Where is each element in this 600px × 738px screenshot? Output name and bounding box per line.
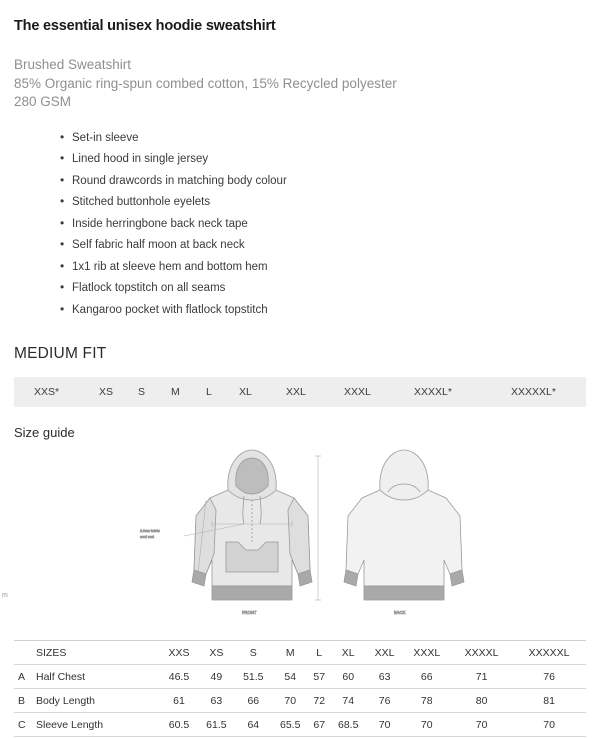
fit-heading: MEDIUM FIT xyxy=(14,345,107,362)
size-chip-xxs: XXS* xyxy=(34,386,60,398)
table-row xyxy=(14,713,586,737)
cell-value: 70 xyxy=(403,713,452,737)
cell-value: 57 xyxy=(309,665,330,689)
size-range-bar xyxy=(14,377,586,407)
measurement-table xyxy=(14,640,586,737)
cell-value: 66 xyxy=(235,689,272,713)
size-chip-xs: XS xyxy=(99,386,114,398)
column-header-xs: XS xyxy=(198,641,235,665)
feature-list xyxy=(14,128,586,322)
cell-value: 81 xyxy=(512,689,586,713)
cell-value: 60.5 xyxy=(160,713,198,737)
row-letter: A xyxy=(14,665,36,689)
cell-value: 76 xyxy=(367,689,403,713)
column-header-xxxxxl: XXXXXL xyxy=(512,641,586,665)
cell-value: 46.5 xyxy=(160,665,198,689)
list-item: • Inside herringbone back neck tape xyxy=(60,214,586,236)
cell-value: 65.5 xyxy=(272,713,309,737)
cell-value: 54 xyxy=(272,665,309,689)
list-item: • Round drawcords in matching body colour xyxy=(60,171,586,193)
svg-text:cord end: cord end xyxy=(140,535,154,539)
cell-value: 68.5 xyxy=(330,713,367,737)
row-label: Body Length xyxy=(36,689,160,713)
cell-value: 66 xyxy=(403,665,452,689)
size-chip-xl: XL xyxy=(239,386,252,398)
fabric-spec-line-3: 280 GSM xyxy=(14,94,72,109)
cell-value: 67 xyxy=(309,713,330,737)
cell-value: 70 xyxy=(272,689,309,713)
size-chip-l: L xyxy=(206,386,212,398)
column-header-sizes: SIZES xyxy=(36,641,160,665)
cell-value: 60 xyxy=(330,665,367,689)
list-item: • Set-in sleeve xyxy=(60,128,586,150)
size-chip-xxxxxl: XXXXXL* xyxy=(511,386,556,398)
cell-value: 78 xyxy=(403,689,452,713)
cell-value: 51.5 xyxy=(235,665,272,689)
list-item: • Flatlock topstitch on all seams xyxy=(60,278,586,300)
column-header-s: S xyxy=(235,641,272,665)
cell-value: 64 xyxy=(235,713,272,737)
fabric-spec-block xyxy=(14,56,586,112)
cell-value: 80 xyxy=(451,689,512,713)
size-chip-xxxl: XXXL xyxy=(344,386,371,398)
column-header-xxxxl: XXXXL xyxy=(451,641,512,665)
list-item: • 1x1 rib at sleeve hem and bottom hem xyxy=(60,257,586,279)
page-title: The essential unisex hoodie sweatshirt xyxy=(14,18,276,34)
table-row xyxy=(14,665,586,689)
cell-value: 49 xyxy=(198,665,235,689)
column-header-l: L xyxy=(309,641,330,665)
row-label: Half Chest xyxy=(36,665,160,689)
row-label: Sleeve Length xyxy=(36,713,160,737)
cell-value: 74 xyxy=(330,689,367,713)
row-letter: B xyxy=(14,689,36,713)
table-row xyxy=(14,689,586,713)
list-item: • Stitched buttonhole eyelets xyxy=(60,192,586,214)
cell-value: 70 xyxy=(451,713,512,737)
cell-value: 76 xyxy=(512,665,586,689)
row-letter: C xyxy=(14,713,36,737)
column-header-xl: XL xyxy=(330,641,367,665)
size-chip-m: M xyxy=(171,386,180,398)
size-chip-xxxxl: XXXXL* xyxy=(414,386,452,398)
column-header-xxl: XXL xyxy=(367,641,403,665)
cell-value: 61 xyxy=(160,689,198,713)
cell-value: 61.5 xyxy=(198,713,235,737)
cell-value: 70 xyxy=(367,713,403,737)
hoodie-technical-illustration xyxy=(14,446,586,636)
column-header-letter xyxy=(14,641,36,665)
fabric-spec-line-1: Brushed Sweatshirt xyxy=(14,57,132,72)
column-header-xxs: XXS xyxy=(160,641,198,665)
list-item: • Self fabric half moon at back neck xyxy=(60,235,586,257)
table-header-row xyxy=(14,641,586,665)
edge-mark: m xyxy=(2,592,8,599)
column-header-m: M xyxy=(272,641,309,665)
svg-text:BACK: BACK xyxy=(394,610,406,615)
cell-value: 71 xyxy=(451,665,512,689)
fabric-spec-line-2: 85% Organic ring-spun combed cotton, 15% Recycled polyester xyxy=(14,75,397,91)
svg-text:FRONT: FRONT xyxy=(242,610,257,615)
cell-value: 70 xyxy=(512,713,586,737)
svg-text:2.0cm twists: 2.0cm twists xyxy=(140,529,160,533)
column-header-xxxl: XXXL xyxy=(403,641,452,665)
list-item: • Kangaroo pocket with flatlock topstitch xyxy=(60,300,586,322)
cell-value: 72 xyxy=(309,689,330,713)
size-chip-xxl: XXL xyxy=(286,386,306,398)
size-guide-heading: Size guide xyxy=(14,425,75,440)
cell-value: 63 xyxy=(367,665,403,689)
list-item: • Lined hood in single jersey xyxy=(60,149,586,171)
cell-value: 63 xyxy=(198,689,235,713)
size-chip-s: S xyxy=(138,386,146,398)
